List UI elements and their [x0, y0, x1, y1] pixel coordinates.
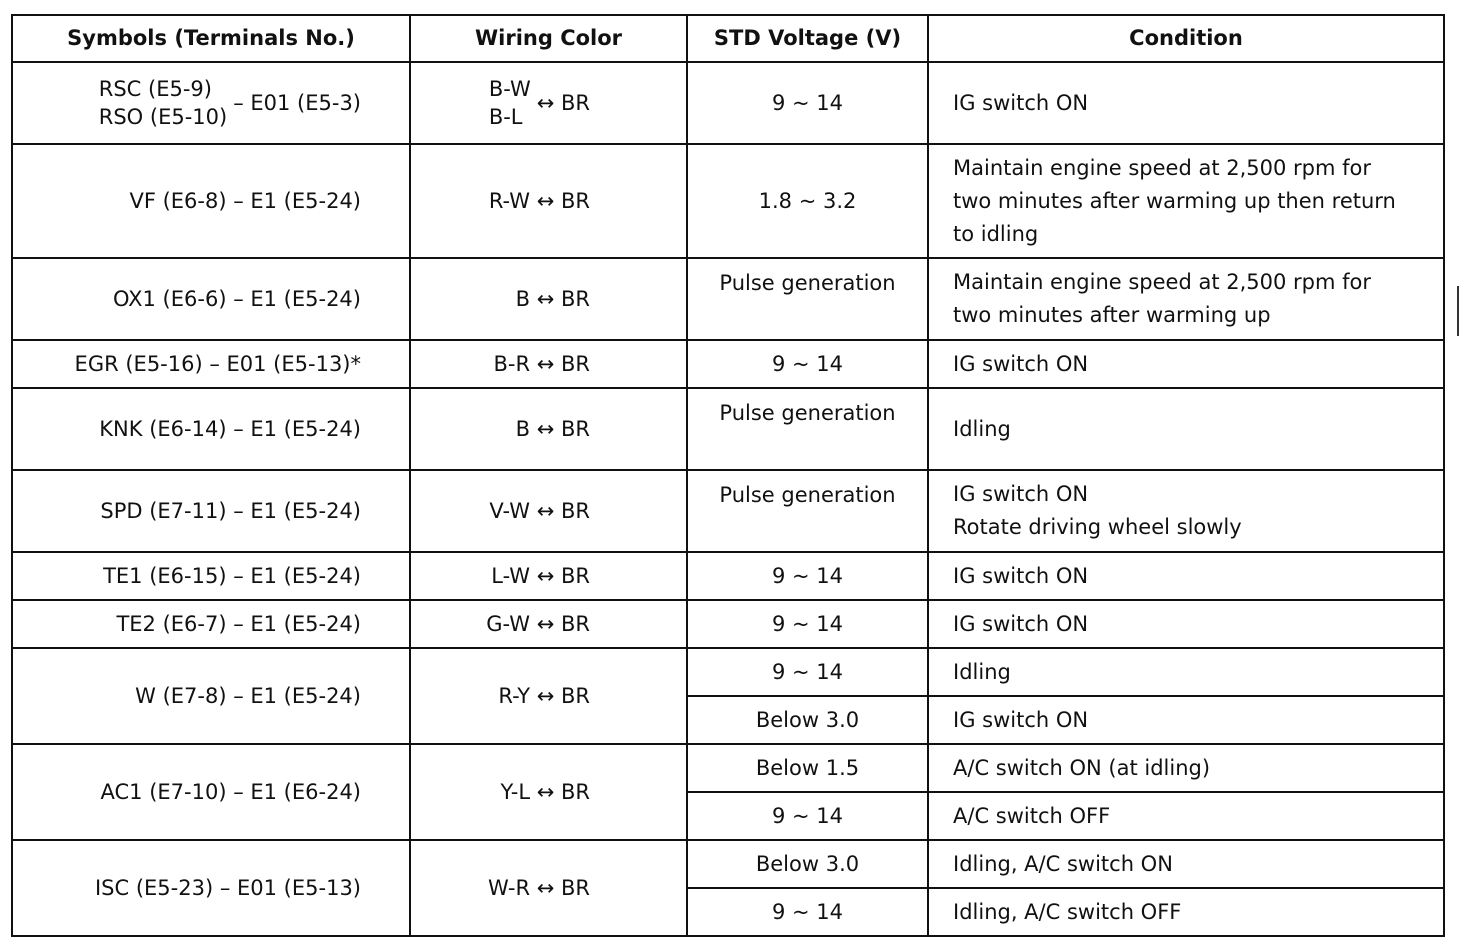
table-row [12, 144, 1444, 258]
voltage-cell: Below 1.5 [687, 744, 928, 792]
wiring-cell: V-W ↔ BR [410, 470, 687, 552]
margin-mark [1457, 286, 1459, 336]
symbol-rso: RSO (E5-10) [98, 105, 228, 129]
condition-line: Maintain engine speed at 2,500 rpm for [953, 155, 1372, 180]
condition-cell [928, 258, 1444, 340]
table-row [12, 388, 1444, 470]
wiring-cell: L-W ↔ BR [410, 552, 687, 600]
condition-line: Maintain engine speed at 2,500 rpm for [953, 270, 1372, 294]
wiring-cell: B ↔ BR [410, 388, 687, 470]
symbol-tail: – E01 (E5-3) [233, 90, 361, 115]
condition-cell [928, 388, 1444, 470]
header-symbols: Symbols (Terminals No.) [12, 15, 410, 62]
voltage-cell: Pulse generation [687, 388, 928, 470]
terminal-voltage-table [11, 14, 1445, 937]
condition-line: IG switch ON [953, 482, 1089, 506]
wiring-cell [410, 62, 687, 144]
wire-bw: B-W [488, 77, 531, 101]
table-row [12, 552, 1444, 600]
condition-line: to idling [953, 221, 1039, 246]
voltage-cell: Pulse generation [687, 470, 928, 552]
table-row [12, 340, 1444, 388]
table-row [12, 744, 1444, 792]
header-condition: Condition [928, 15, 1444, 62]
voltage-cell: Below 3.0 [687, 696, 928, 744]
voltage-cell: 9 ~ 14 [687, 340, 928, 388]
symbol-cell: W (E7-8) – E1 (E5-24) [12, 648, 410, 744]
wiring-cell: R-Y ↔ BR [410, 648, 687, 744]
wiring-cell: W-R ↔ BR [410, 840, 687, 936]
header-wiring-color: Wiring Color [410, 15, 687, 62]
condition-cell [928, 340, 1444, 388]
symbol-cell [12, 62, 410, 144]
header-row [12, 15, 1444, 62]
condition-line: IG switch ON [953, 351, 1089, 376]
symbol-cell: OX1 (E6-6) – E1 (E5-24) [12, 258, 410, 340]
symbol-cell: TE2 (E6-7) – E1 (E5-24) [12, 600, 410, 648]
condition-line: Idling [953, 416, 1011, 441]
voltage-cell: 9 ~ 14 [687, 792, 928, 840]
symbol-cell: ISC (E5-23) – E01 (E5-13) [12, 840, 410, 936]
condition-cell: Idling, A/C switch OFF [928, 888, 1444, 936]
condition-cell [928, 600, 1444, 648]
voltage-cell: 9 ~ 14 [687, 552, 928, 600]
condition-cell [928, 470, 1444, 552]
condition-cell [928, 552, 1444, 600]
table-row [12, 840, 1444, 888]
table-row [12, 648, 1444, 696]
condition-line: IG switch ON [953, 563, 1089, 588]
voltage-cell: 9 ~ 14 [687, 648, 928, 696]
condition-line: two minutes after warming up [953, 303, 1271, 327]
symbol-cell: SPD (E7-11) – E1 (E5-24) [12, 470, 410, 552]
condition-cell: A/C switch OFF [928, 792, 1444, 840]
symbol-cell: EGR (E5-16) – E01 (E5-13)* [12, 340, 410, 388]
voltage-cell: 9 ~ 14 [687, 62, 928, 144]
wiring-cell: R-W ↔ BR [410, 144, 687, 258]
condition-cell: Idling [928, 648, 1444, 696]
table-row [12, 470, 1444, 552]
condition-cell [928, 144, 1444, 258]
wiring-cell: Y-L ↔ BR [410, 744, 687, 840]
voltage-cell: 1.8 ~ 3.2 [687, 144, 928, 258]
voltage-cell: Pulse generation [687, 258, 928, 340]
table-row [12, 62, 1444, 144]
symbol-cell: KNK (E6-14) – E1 (E5-24) [12, 388, 410, 470]
voltage-cell: Below 3.0 [687, 840, 928, 888]
condition-line: two minutes after warming up then return [953, 188, 1396, 213]
header-std-voltage: STD Voltage (V) [687, 15, 928, 62]
wire-tail: ↔ BR [536, 90, 590, 115]
voltage-cell: 9 ~ 14 [687, 600, 928, 648]
condition-line: IG switch ON [953, 611, 1089, 636]
symbol-rsc: RSC (E5-9) [98, 77, 212, 101]
condition-cell: IG switch ON [928, 62, 1444, 144]
voltage-cell: 9 ~ 14 [687, 888, 928, 936]
symbol-cell: AC1 (E7-10) – E1 (E6-24) [12, 744, 410, 840]
condition-cell: Idling, A/C switch ON [928, 840, 1444, 888]
table-row [12, 258, 1444, 340]
condition-cell: A/C switch ON (at idling) [928, 744, 1444, 792]
symbol-cell: TE1 (E6-15) – E1 (E5-24) [12, 552, 410, 600]
wiring-cell: G-W ↔ BR [410, 600, 687, 648]
condition-line: Rotate driving wheel slowly [953, 515, 1242, 539]
condition-cell: IG switch ON [928, 696, 1444, 744]
wire-bl: B-L [488, 105, 523, 129]
wiring-cell: B ↔ BR [410, 258, 687, 340]
wiring-cell: B-R ↔ BR [410, 340, 687, 388]
symbol-cell: VF (E6-8) – E1 (E5-24) [12, 144, 410, 258]
table-row [12, 600, 1444, 648]
